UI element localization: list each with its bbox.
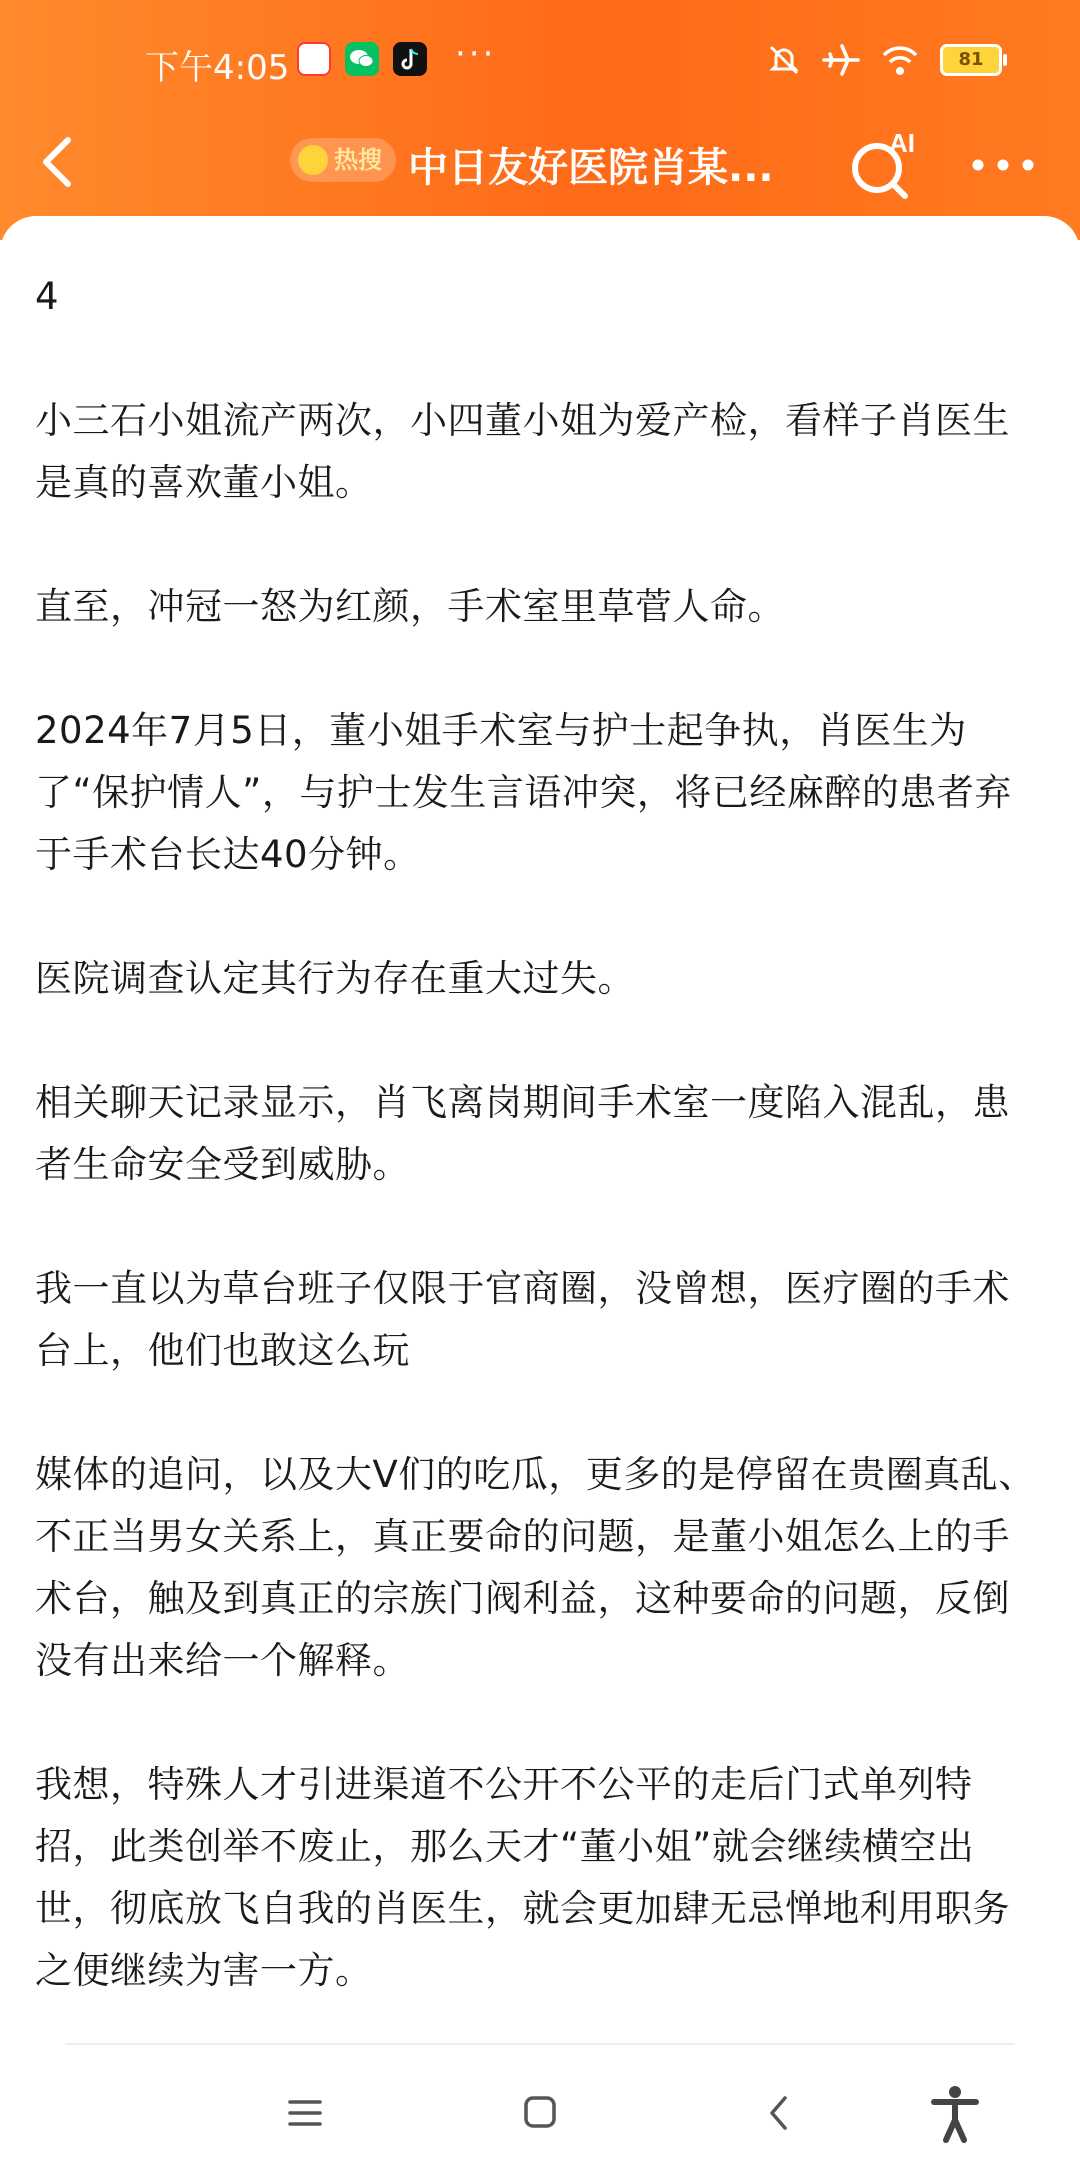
article-card — [0, 216, 1080, 2046]
more-notifications-indicator: ··· — [455, 34, 497, 74]
article-paragraph: 媒体的追问，以及大V们的吃瓜，更多的是停留在贵圈真乱、不正当男女关系上，真正要命的问题，是董小姐怎么上的手术台，触及到真正的宗族门阀利益，这种要命的问题，反倒没有出来给一个解释。 — [35, 1453, 1036, 1682]
app-header — [0, 0, 1080, 240]
tiktok-icon — [393, 42, 427, 76]
back-arrow-icon — [28, 130, 88, 194]
hot-search-badge[interactable] — [290, 138, 396, 182]
system-navigation-bar — [0, 2050, 1080, 2173]
article-paragraph: 4 — [35, 275, 60, 318]
system-back-button[interactable] — [745, 2078, 815, 2148]
system-back-icon — [745, 2078, 815, 2148]
home-button[interactable] — [505, 2078, 575, 2148]
more-options-button[interactable] — [968, 140, 1038, 190]
article-paragraph: 我想，特殊人才引进渠道不公开不公平的走后门式单列特招，此类创举不废止，那么天才“董小姐”就会继续横空出世，彻底放飞自我的肖医生，就会更加肆无忌惮地利用职务之便继续为害一方。 — [35, 1763, 1010, 1992]
article-paragraph: 直至，冲冠一怒为红颜，手术室里草菅人命。 — [35, 585, 785, 628]
back-button[interactable] — [28, 130, 88, 194]
bottom-divider — [65, 2043, 1015, 2045]
accessibility-icon — [920, 2078, 990, 2148]
article-paragraph: 医院调查认定其行为存在重大过失。 — [35, 957, 635, 1000]
article-paragraph: 相关聊天记录显示，肖飞离岗期间手术室一度陷入混乱，患者生命安全受到威胁。 — [35, 1081, 1010, 1186]
mute-icon — [766, 42, 802, 78]
more-dots-icon — [968, 140, 1038, 190]
airplane-icon — [822, 42, 860, 78]
article-paragraph: 我一直以为草台班子仅限于官商圈，没曾想，医疗圈的手术台上，他们也敢这么玩 — [35, 1267, 1010, 1372]
notification-app-icon — [297, 42, 331, 76]
hot-search-icon — [298, 145, 328, 175]
battery-icon: 81 — [940, 44, 1002, 76]
home-square-icon — [505, 2078, 575, 2148]
ai-search-button[interactable] — [843, 124, 923, 204]
article-paragraph: 小三石小姐流产两次，小四董小姐为爱产检，看样子肖医生是真的喜欢董小姐。 — [35, 399, 1010, 504]
ai-search-icon — [843, 124, 923, 204]
recent-apps-button[interactable] — [270, 2078, 340, 2148]
ai-label: AI — [889, 128, 915, 158]
menu-lines-icon — [270, 2078, 340, 2148]
wechat-icon — [345, 42, 379, 76]
status-bar — [0, 30, 1080, 98]
article-body — [35, 266, 1045, 2064]
navigation-bar — [0, 118, 1080, 208]
wifi-icon — [880, 42, 920, 78]
page-title: 中日友好医院肖某... — [408, 145, 774, 191]
article-paragraph: 2024年7月5日，董小姐手术室与护士起争执，肖医生为了“保护情人”，与护士发生言语冲突，将已经麻醉的患者弃于手术台长达40分钟。 — [35, 709, 1012, 876]
hot-search-label: 热搜 — [334, 146, 382, 174]
status-right-icons — [766, 42, 1002, 78]
accessibility-button[interactable] — [920, 2078, 990, 2148]
status-time: 下午4:05 — [145, 48, 290, 88]
